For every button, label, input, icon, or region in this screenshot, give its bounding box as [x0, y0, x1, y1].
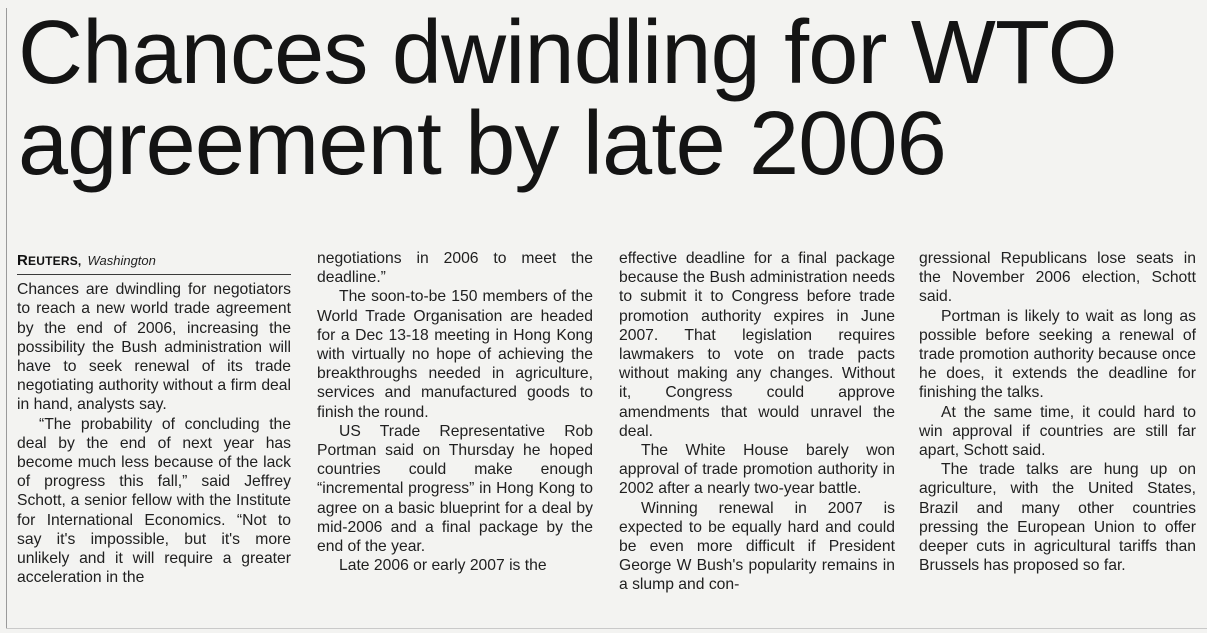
paragraph-7-start: Winning renewal in 2007 is expected to be equally hard and could be even more difficult if President George W Bush's popularity remains in a slump and con- [619, 499, 895, 594]
headline-line-2: agreement by late 2006 [18, 94, 947, 194]
paragraph-5-end: effective deadline for a final package because the Bush administration needs to submit it to Congress before trade promotion authority expires in June 2007. That legislation requires lawmakers to vote on trade pacts without making any changes. Without it, Congress could approve amendments that would unravel the deal. [619, 250, 895, 440]
headline-line-1: Chances dwindling for WTO [18, 3, 1117, 103]
paragraph-7-end: gressional Republicans lose seats in the November 2006 election, Schott said. [919, 250, 1196, 306]
article-column-1 [17, 249, 291, 629]
news-agency: REUTERS, [17, 252, 82, 269]
column-rule [6, 8, 7, 629]
article-column-3 [619, 249, 895, 629]
paragraph-6: The White House barely won approval of trade promotion authority in 2002 after a nearly two-year battle. [619, 442, 895, 498]
paragraph-8: Portman is likely to wait as long as possible before seeking a renewal of trade promotion authority because once he does, it extends the deadline for finishing the talks. [919, 307, 1196, 402]
dateline-place: Washington [87, 253, 156, 268]
paragraph-1: Chances are dwindling for negotiators to reach a new world trade agreement by the end of 2006, increasing the possibility the Bush administration will have to seek renewal of its trade negotiating authority without a firm deal in hand, analysts say. [17, 281, 291, 414]
paragraph-9: At the same time, it could hard to win approval if countries are still far apart, Schott said. [919, 403, 1196, 460]
headline [18, 3, 1203, 194]
article-column-2 [317, 249, 593, 629]
byline [17, 251, 291, 275]
paragraph-4: US Trade Representative Rob Portman said on Thursday he hoped countries could make enough “incremental progress” in Hong Kong to agree on a basic blueprint for a deal by mid-2006 and a final package by the end of the year. [317, 422, 593, 556]
paragraph-10: The trade talks are hung up on agriculture, with the United States, Brazil and many other countries pressing the European Union to offer deeper cuts in agricultural tariffs than Brussels has proposed so far. [919, 461, 1196, 575]
paragraph-3: The soon-to-be 150 members of the World Trade Organisation are headed for a Dec 13-18 meeting in Hong Kong with virtually no hope of achieving the breakthroughs needed in agriculture, services and manufactured goods to finish the round. [317, 288, 593, 421]
article-column-4 [919, 249, 1196, 629]
paragraph-2-start: “The probability of concluding the deal by the end of next year has become much less because of the lack of progress this fall,” said Jeffrey Schott, a senior fellow with the Institute for International Economics. “Not to say it's impossible, but it's more unlikely and it will require a greater acceleration in the [17, 415, 291, 587]
paragraph-5-start: Late 2006 or early 2007 is the [339, 557, 547, 575]
bottom-rule [6, 628, 1207, 629]
paragraph-2-end: negotiations in 2006 to meet the deadline.” [317, 250, 593, 287]
